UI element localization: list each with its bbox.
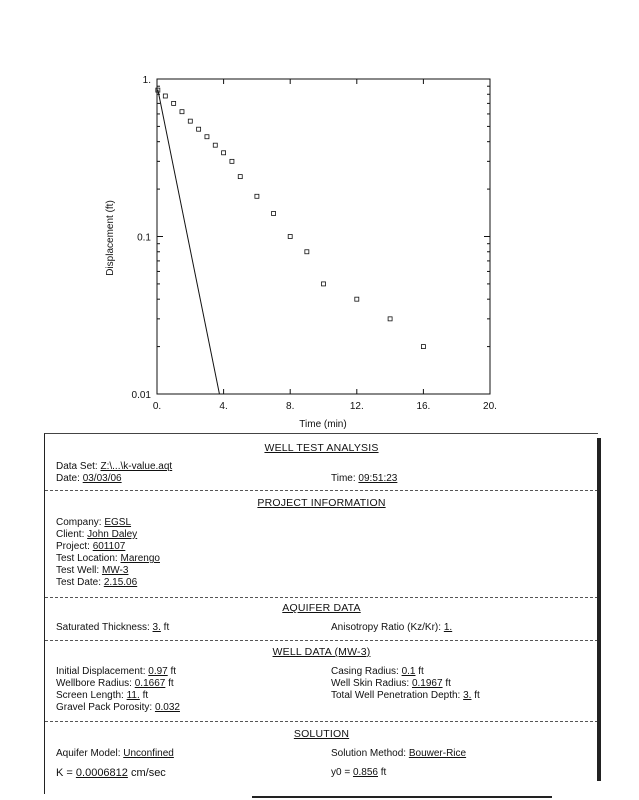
location-label: Test Location: [56,553,118,564]
casing-radius-value: 0.1 [401,666,416,677]
k-value: 0.0006812 [75,767,128,779]
screen-length-row [56,690,148,702]
data-set-value: Z:\...\k-value.aqt [100,461,173,472]
divider [45,721,598,722]
client-row [56,529,137,541]
data-point [255,194,259,198]
test-date-row [56,577,137,589]
test-well-value: MW-3 [101,565,129,576]
test-well-label: Test Well: [56,565,100,576]
wellbore-radius-label: Wellbore Radius: [56,678,132,689]
x-tick-label: 4. [219,401,228,412]
y-tick-label: 0.01 [131,390,151,401]
saturated-thickness-label: Saturated Thickness: [56,622,150,633]
anisotropy-value: 1. [443,622,453,633]
data-point [180,110,184,114]
location-value: Marengo [120,553,160,564]
data-point [172,101,176,105]
date-row [56,473,122,485]
aquifer-model-row [56,748,174,760]
data-point [388,317,392,321]
wellbore-radius-row [56,678,174,690]
saturated-thickness-row [56,622,169,634]
test-date-label: Test Date: [56,577,102,588]
anisotropy-label: Anisotropy Ratio (Kz/Kr): [331,622,442,633]
skin-radius-row [331,678,451,690]
aquifer-model-value: Unconfined [123,748,174,759]
data-set-label: Data Set: [56,461,98,472]
project-row [56,541,125,553]
y-axis-label: Displacement (ft) [105,200,116,276]
casing-radius-label: Casing Radius: [331,666,399,677]
data-point [421,345,425,349]
data-point [230,159,234,163]
time-value: 09:51:23 [358,473,398,484]
project-info-title: PROJECT INFORMATION [257,497,386,509]
x-tick-label: 0. [152,401,162,412]
skin-radius-label: Well Skin Radius: [331,678,410,689]
penetration-depth-unit: ft [474,690,480,701]
project-value: 601107 [92,541,126,552]
data-point [305,250,309,254]
screen-length-label: Screen Length: [56,690,124,701]
data-point [188,119,192,123]
saturated-thickness-unit: ft [163,622,170,633]
solution-method-row [331,748,466,760]
data-point [288,235,292,239]
y0-label: y0 = [331,767,351,778]
time-row [331,473,397,485]
data-point [163,94,167,98]
x-tick-label: 16. [416,401,431,412]
k-equals: = [66,767,73,779]
y-tick-label: 0.1 [137,232,151,244]
location-row [56,553,160,565]
gravel-porosity-value: 0.032 [154,702,180,713]
x-axis-label: Time (min) [299,419,347,430]
divider [45,640,598,641]
anisotropy-row [331,622,452,634]
time-label: Time: [331,473,356,484]
k-row [56,767,166,779]
test-date-value: 2.15.06 [103,577,138,588]
data-points [156,88,426,348]
data-set-row [56,461,172,473]
report-right-border [597,438,601,781]
gravel-porosity-row [56,702,180,714]
y-axis-ticks [132,75,490,401]
solution-method-label: Solution Method: [331,748,407,759]
y0-value: 0.856 [352,767,378,778]
company-row [56,517,131,529]
company-label: Company: [56,517,102,528]
divider [45,597,598,598]
y0-row [331,767,386,779]
plot-frame [157,79,490,394]
data-point [238,175,242,179]
date-label: Date: [56,473,80,484]
client-value: John Daley [87,529,138,540]
gravel-porosity-label: Gravel Pack Porosity: [56,702,153,713]
test-well-row [56,565,128,577]
initial-displacement-value: 0.97 [148,666,168,677]
project-label: Project: [56,541,90,552]
x-axis-ticks [153,79,497,412]
well-test-report [44,433,598,794]
x-tick-label: 20. [483,401,497,412]
penetration-depth-row [331,690,480,702]
y-tick-label: 1. [142,75,151,86]
client-label: Client: [56,529,85,540]
data-point [197,127,201,131]
data-point [322,282,326,286]
wellbore-radius-unit: ft [168,678,174,689]
company-value: EGSL [104,517,132,528]
fit-line [158,90,220,394]
page-bottom-line [252,796,552,798]
solution-method-value: Bouwer-Rice [408,748,467,759]
data-point [205,135,209,139]
data-point [272,211,276,215]
wellbore-radius-value: 0.1667 [134,678,166,689]
well-data-title: WELL DATA (MW-3) [272,646,371,658]
aquifer-data-title: AQUIFER DATA [282,602,361,614]
screen-length-value: 11. [126,690,140,701]
solution-title: SOLUTION [293,728,350,740]
k-unit: cm/sec [130,767,166,779]
y0-unit: ft [380,767,387,778]
divider [45,490,598,491]
initial-displacement-unit: ft [170,666,177,677]
saturated-thickness-value: 3. [152,622,161,633]
initial-displacement-row [56,666,176,678]
aquifer-model-label: Aquifer Model: [56,748,121,759]
skin-radius-value: 0.1967 [411,678,443,689]
x-tick-label: 12. [349,401,364,412]
report-title: WELL TEST ANALYSIS [264,442,379,454]
penetration-depth-label: Total Well Penetration Depth: [331,690,461,701]
initial-displacement-label: Initial Displacement: [56,666,146,677]
skin-radius-unit: ft [445,678,451,689]
screen-length-unit: ft [142,690,149,701]
date-value: 03/03/06 [82,473,122,484]
casing-radius-row [331,666,424,678]
x-tick-label: 8. [286,401,295,412]
data-point [355,297,359,301]
k-label: K [56,767,64,779]
data-point [213,143,217,147]
casing-radius-unit: ft [418,666,424,677]
penetration-depth-value: 3. [463,690,472,701]
data-point [222,151,226,155]
